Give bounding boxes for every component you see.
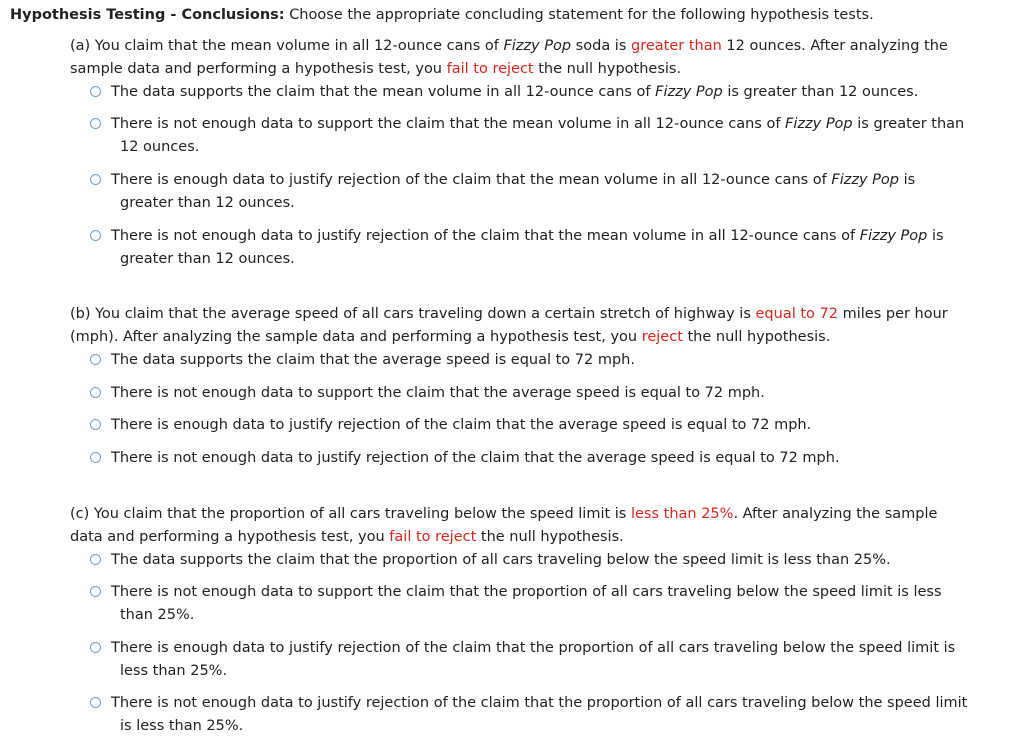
question-b-option-4[interactable]: There is not enough data to justify rejection of the claim that the average speed is equal to 72 mph. (90, 447, 1015, 470)
page-title (10, 4, 1010, 27)
radio-button[interactable] (90, 354, 101, 365)
title-bold: Hypothesis Testing - Conclusions: (10, 7, 285, 23)
question-c-option-1[interactable]: The data supports the claim that the proportion of all cars traveling below the speed limit is less than 25%. (90, 549, 1015, 572)
question-b-prompt: (b) You claim that the average speed of all cars traveling down a certain stretch of highway is equal to 72 miles per hour (mph). After analyzing the sample data and performing a hypothesis test, you reject the null hypothesis. (70, 306, 948, 345)
radio-button[interactable] (90, 697, 101, 708)
radio-button[interactable] (90, 586, 101, 597)
question-a-option-1[interactable]: The data supports the claim that the mean volume in all 12-ounce cans of Fizzy Pop is greater than 12 ounces. (90, 81, 1015, 104)
question-b-option-2[interactable]: There is not enough data to support the claim that the average speed is equal to 72 mph. (90, 382, 1015, 405)
question-a-option-3[interactable]: There is enough data to justify rejection of the claim that the mean volume in all 12-ounce cans of Fizzy Pop is greater than 12 ounces. (90, 169, 1015, 215)
radio-button[interactable] (90, 419, 101, 430)
radio-button[interactable] (90, 174, 101, 185)
radio-button[interactable] (90, 387, 101, 398)
radio-button[interactable] (90, 86, 101, 97)
radio-button[interactable] (90, 554, 101, 565)
radio-button[interactable] (90, 642, 101, 653)
question-a-option-4[interactable]: There is not enough data to justify rejection of the claim that the mean volume in all 12-ounce cans of Fizzy Pop is greater than 12 ounces. (90, 225, 1015, 271)
radio-button[interactable] (90, 118, 101, 129)
question-b-option-3[interactable]: There is enough data to justify rejection of the claim that the average speed is equal to 72 mph. (90, 414, 1015, 437)
question-c-option-2[interactable]: There is not enough data to support the claim that the proportion of all cars traveling below the speed limit is less than 25%. (90, 581, 1015, 627)
instructions: Choose the appropriate concluding statement for the following hypothesis tests. (289, 7, 874, 23)
question-a-option-2[interactable]: There is not enough data to support the claim that the mean volume in all 12-ounce cans of Fizzy Pop is greater than 12 ounces. (90, 113, 1015, 159)
radio-button[interactable] (90, 230, 101, 241)
question-c-option-3[interactable]: There is enough data to justify rejection of the claim that the proportion of all cars traveling below the speed limit is less than 25%. (90, 637, 1015, 683)
question-c-prompt: (c) You claim that the proportion of all cars traveling below the speed limit is less than 25%. After analyzing the sample data and performing a hypothesis test, you fail to reject the null hypothesis. (70, 506, 938, 545)
question-a-prompt: (a) You claim that the mean volume in all 12-ounce cans of Fizzy Pop soda is greater than 12 ounces. After analyzing the sample data and performing a hypothesis test, you fail to reject the null hypothesis. (70, 38, 948, 77)
question-c-option-4[interactable]: There is not enough data to justify rejection of the claim that the proportion of all cars traveling below the speed limit is less than 25%. (90, 692, 1015, 738)
radio-button[interactable] (90, 452, 101, 463)
question-b-option-1[interactable]: The data supports the claim that the average speed is equal to 72 mph. (90, 349, 1015, 372)
